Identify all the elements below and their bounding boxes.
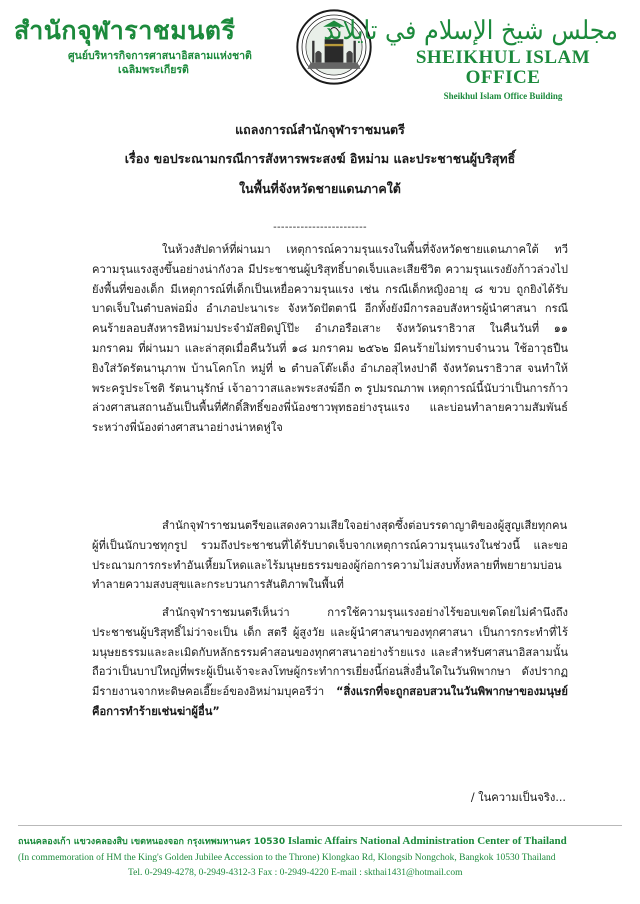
thai-office-subtitle: ศูนย์บริหารกิจการศาสนาอิสลามแห่งชาติ bbox=[68, 50, 252, 62]
english-letterhead bbox=[323, 14, 628, 101]
thai-office-subtitle-2: เฉลิมพระเกียรติ bbox=[118, 64, 189, 76]
english-office-name: SHEIKHUL ISLAM OFFICE bbox=[415, 47, 591, 88]
footer-thai-address: ถนนคลองเก้า แขวงคลองสิบ เขตหนองจอก กรุงเทพมหานคร 10530 bbox=[18, 837, 286, 847]
footer-contact: Tel. 0-2949-4278, 0-2949-4312-3 Fax : 0-2949-4220 E-mail : skthai1431@hotmail.com bbox=[128, 868, 463, 878]
hadith-quote: “สิ่งแรกที่จะถูกสอบสวนในวันพิพากษาของมนุษย์ คือการทำร้ายเช่นฆ่าผู้อื่น” bbox=[92, 685, 568, 718]
title-divider: ------------------------ bbox=[273, 222, 367, 233]
paragraph-3-text: สำนักจุฬาราชมนตรีเห็นว่า การใช้ความรุนแรงอย่างไร้ขอบเขตโดยไม่คำนึงถึงประชาชนผู้บริสุทธิ์ไม่ว่าจะเป็น เด็ก สตรี ผู้สูงวัย และผู้นำศาสนาของทุกศาสนา เป็นการกระทำที่ไร้มนุษยธรรมและละเมิดกับหลักธรรมคำสอนของทุกศาสนาอย่างร้ายแรง และสำหรับศาสนาอิสลามนั้น ถือว่าเป็นบาปใหญ่ที่พระผู้เป็นเจ้าจะลงโทษผู้กระทำการเยี่ยงนี้ก่อนสิ่งอื่นใดในวันพิพากษา ดังปรากฏมีรายงานจากหะดิษคอเอี๊ยะอ์ของอิหม่ามบุคอรีว่า bbox=[92, 606, 568, 699]
paragraph-1: ในห้วงสัปดาห์ที่ผ่านมา เหตุการณ์ความรุนแรงในพื้นที่จังหวัดชายแดนภาคใต้ ทวีความรุนแรงสูงขึ้นอย่างน่ากังวล มีประชาชนผู้บริสุทธิ์บาดเจ็บและเสียชีวิต ความรุนแรงยังก้าวล่วงไปยังพื้นที่ของเด็ก มีเหตุการณ์ที่เด็กเป็นเหยื่อความรุนแรง เช่น กรณีเด็กหญิงอายุ ๘ ขวบ ถูกยิงได้รับบาดเจ็บในตำบลพ่อมิ่ง อำเภอปะนาเระ จังหวัดปัตตานี อีกทั้งยังมีการลอบสังหารผู้นำศาสนา กรณีคนร้ายลอบสังหารอิหม่ามประจำมัสยิดปูโป๊ะ อำเภอรือเสาะ จังหวัดนราธิวาส ในคืนวันที่ ๑๑ มกราคม ที่ผ่านมา และล่าสุดเมื่อคืนวันที่ ๑๘ มกราคม ๒๕๖๒ มีคนร้ายไม่ทราบจำนวน ใช้อาวุธปืนยิงใส่วัดรัตนานุภาพ บ้านโคกโก หมู่ที่ ๒ ตำบลโต๊ะเด็ง อำเภอสุไหงปาดี จังหวัดนราธิวาส จนทำให้พระครูประโชติ รัตนานุรักษ์ เจ้าอาวาสและพระสงฆ์อีก ๓ รูปมรณภาพ เหตุการณ์นี้นับว่าเป็นการก้าวล่วงศาสนสถานอันเป็นพื้นที่ศักดิ์สิทธิ์ของพี่น้องชาวพุทธอย่างรุนแรง และบ่อนทำลายความสัมพันธ์ระหว่างพี่น้องต่างศาสนาอย่างน่าหดหู่ใจ bbox=[92, 243, 568, 435]
thai-letterhead bbox=[14, 16, 314, 76]
footer-center-name: Islamic Affairs National Administration Center of Thailand bbox=[287, 835, 567, 847]
footer-divider bbox=[18, 825, 622, 826]
statement-subject-line-2: ในพื้นที่จังหวัดชายแดนภาคใต้ bbox=[239, 181, 401, 196]
letterhead bbox=[0, 0, 640, 101]
english-office-building: Sheikhul Islam Office Building bbox=[443, 91, 563, 101]
footer-commemoration: (In commemoration of HM the King's Golden Jubilee Accession to the Throne) Klongkao Rd, Klongsib Nongchok, Bangkok 10530 Thailand bbox=[18, 853, 556, 863]
statement-subject: เรื่อง ขอประณามกรณีการสังหารพระสงฆ์ อิหม่าม และประชาชนผู้บริสุทธิ์ bbox=[124, 151, 516, 166]
arabic-office-name: مجلس شيخ الإسلام في تايلاند bbox=[323, 16, 618, 46]
statement-title: แถลงการณ์สำนักจุฬาราชมนตรี bbox=[235, 122, 405, 137]
thai-office-name: สำนักจุฬาราชมนตรี bbox=[14, 16, 236, 45]
footer-address bbox=[18, 834, 622, 848]
paragraph-2: สำนักจุฬาราชมนตรีขอแสดงความเสียใจอย่างสุดซึ้งต่อบรรดาญาติของผู้สูญเสียทุกคน ผู้ที่เป็นนักบวชทุกรูป รวมถึงประชาชนที่ได้รับบาดเจ็บจากเหตุการณ์ความรุนแรงในช่วงนี้ และขอประณามการกระทำอันเหี้ยมโหดและไร้มนุษยธรรมของผู้ก่อการความไม่สงบทั้งหลายที่พยายามบ่อนทำลายความสงบสุขและกระบวนการสันติภาพในพื้นที่ bbox=[92, 519, 568, 592]
page-continuation: / ในความเป็นจริง... bbox=[470, 791, 566, 804]
paragraph-3 bbox=[92, 603, 568, 722]
